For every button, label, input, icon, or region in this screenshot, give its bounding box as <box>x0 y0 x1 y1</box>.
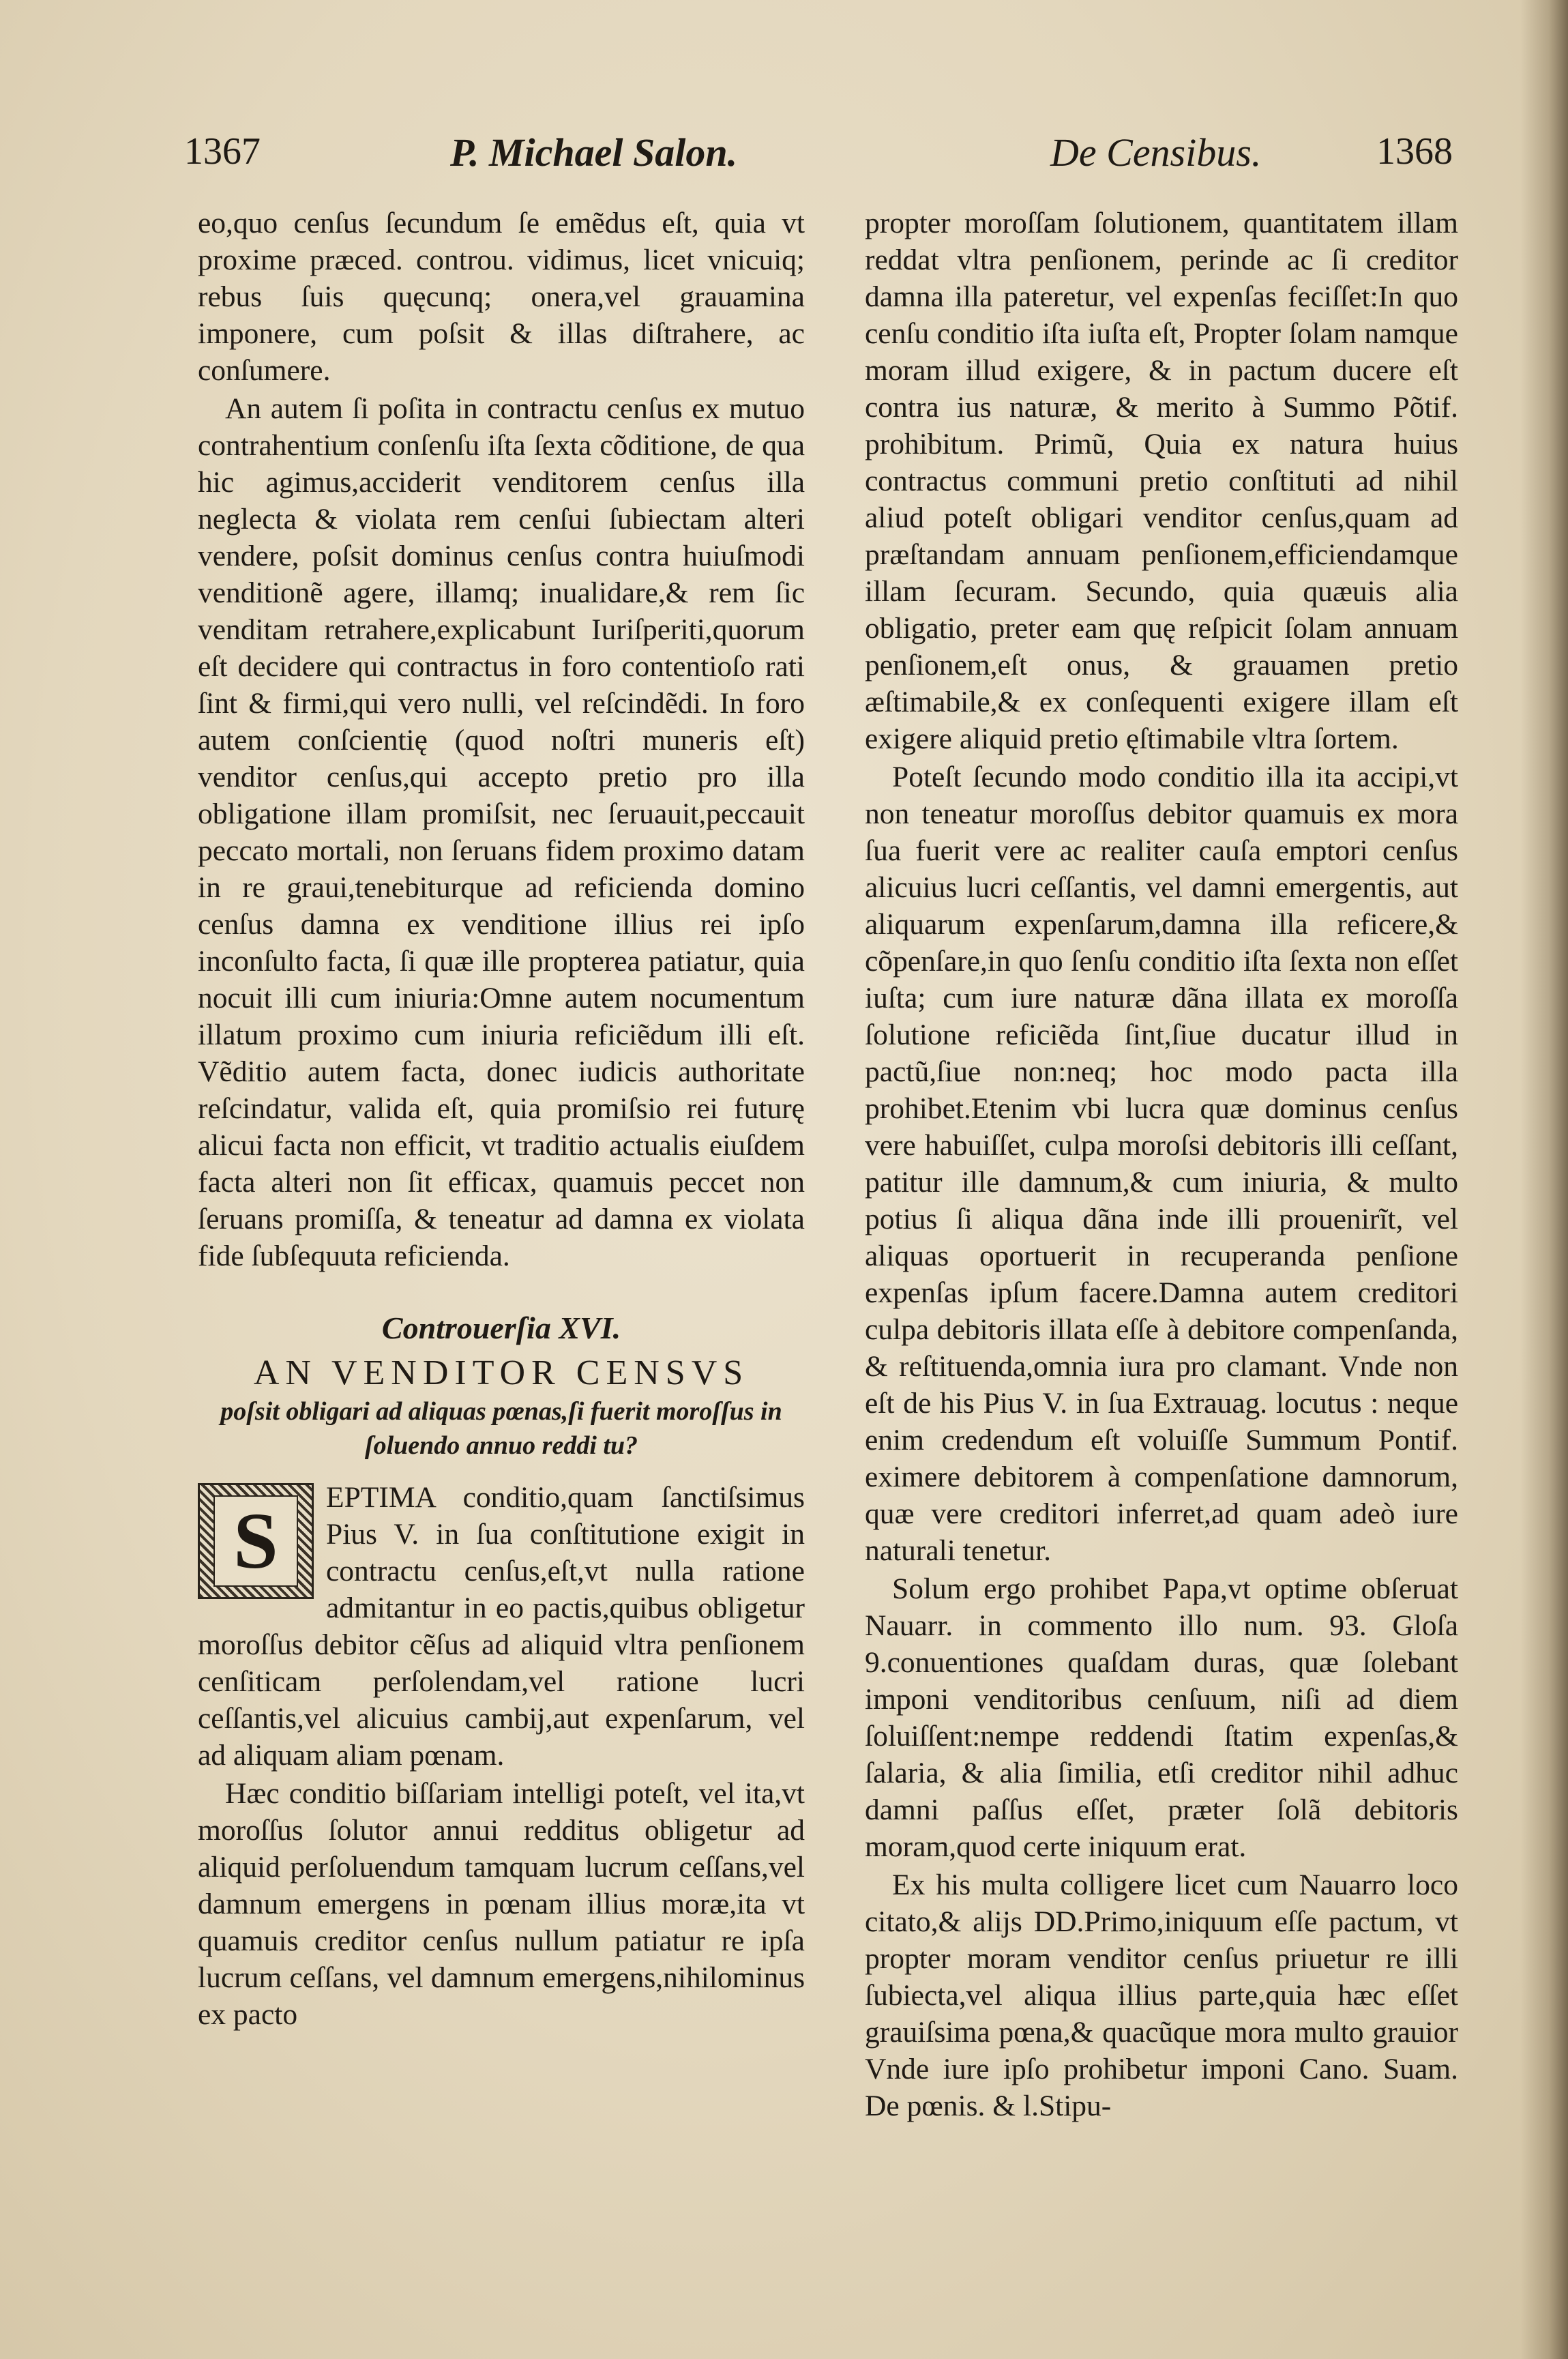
ornamental-drop-initial <box>198 1483 314 1599</box>
question-title: AN VENDITOR CENSVS <box>253 1353 750 1392</box>
gutter-shadow <box>1520 0 1568 2359</box>
left-page-number: 1367 <box>184 130 261 173</box>
right-paragraph-2: Poteſt ſecundo modo conditio illa ita accipi,vt non teneatur moroſſus debitor quamuis ex mora ſua fuerit vere ac realiter cauſa emptori cenſus alicuius lucri ceſſantis, vel damni emergentis, aut aliquarum expenſarum,damna illa reficere,& cõpenſare,in quo ſenſu conditio iſta ſexta non eſſet iuſta; cum iure naturæ dãna illata ex moroſſa ſolutione reficiẽda ſint,ſiue ducatur illud in pactũ,ſiue non:neq; hoc modo pacta illa prohibet.Etenim vbi lucra quæ dominus cenſus vere habuiſſet, culpa moroſsi debitoris illi ceſſant, patitur ille damnum,& cum iniuria, & multo potius ſi aliqua dãna inde illi prouenirĩt, vel aliquas oportuerit in recuperanda penſione expenſas ipſum facere.Damna autem creditori culpa debitoris illata eſſe à debitore compenſanda, & reſtituenda,omnia iura pro clamant. Vnde non eſt de his Pius V. in ſua Extrauag. locutus : neque enim credendum eſt voluiſſe Summum Pontif. eximere debitorem à compenſatione damnorum, quæ vere creditori inferret,ad quam adeò iure naturali tenetur. <box>865 761 1458 1567</box>
controversy-title: Controuerſia XVI. <box>381 1310 621 1345</box>
right-page-number: 1368 <box>1376 130 1453 173</box>
right-column <box>865 205 1458 2124</box>
running-header <box>184 130 1453 191</box>
question-subtitle: poſsit obligari ad aliquas pœnas,ſi fuerit moroſſus in ſoluendo annuo reddi tu? <box>220 1397 782 1460</box>
left-column <box>198 205 805 2033</box>
left-running-head: P. Michael Salon. <box>450 130 738 175</box>
left-paragraph-1: eo,quo cenſus ſecundum ſe emẽdus eſt, quia vt proxime præced. controu. vidimus, licet vnicuiq; rebus ſuis quęcunq; onera,vel grauamina imponere, cum poſsit & illas diſtrahere, ac conſumere. <box>198 207 805 387</box>
right-paragraph-3: Solum ergo prohibet Papa,vt optime obſeruat Nauarr. in commento illo num. 93. Gloſa 9.conuentiones quaſdam duras, quæ ſolebant imponi venditoribus cenſuum, niſi ad diem ſoluiſſent:nempe reddendi ſtatim expenſas,& ſalaria, & alia ſimilia, etſi creditor nihil adhuc damni paſſus eſſet, præter ſolã debitoris moram,quod certe iniquum erat. <box>865 1572 1458 1863</box>
right-paragraph-1: propter moroſſam ſolutionem, quantitatem illam reddat vltra penſionem, perinde ac ſi creditor damna illa pateretur, vel expenſas feciſſet:In quo cenſu conditio iſta iuſta eſt, Propter ſolam namque moram illud exigere, & in pactum ducere eſt contra ius naturæ, & merito à Summo Põtif. prohibitum. Primũ, Quia ex natura huius contractus communi pretio conſtituti ad nihil aliud poteſt obligari venditor cenſus,quam ad præſtandam annuam penſionem,efficiendamque illam ſecuram. Secundo, quia quæuis alia obligatio, preter eam quę reſpicit ſolam annuam penſionem,eſt onus, & grauamen pretio æſtimabile,& ex conſequenti exigere illam eſt exigere aliquid pretio ęſtimabile vltra ſortem. <box>865 207 1458 755</box>
left-paragraph-after-initial: EPTIMA conditio,quam ſanctiſsimus Pius V. in ſua conſtitutione exigit in contractu cenſus,eſt,vt nulla ratione admitantur in eo pactis,quibus obligetur moroſſus debitor cẽſus ad aliquid vltra penſionem cenſiticam perſolendam,vel ratione lucri ceſſantis,vel alicuius cambij,aut expenſarum, vel ad aliquam aliam pœnam. <box>198 1481 805 1772</box>
right-paragraph-4: Ex his multa colligere licet cum Nauarro loco citato,& alijs DD.Primo,iniquum eſſe pactum, vt propter moram venditor cenſus priuetur re illi ſubiecta,vel aliqua illius parte,quia hæc eſſet grauiſsima pœna,& quacũque mora multo grauior Vnde iure ipſo prohibetur imponi Cano. Suam. De pœnis. & l.Stipu- <box>865 1869 1458 2122</box>
left-paragraph-2: An autem ſi poſita in contractu cenſus ex mutuo contrahentium conſenſu iſta ſexta cõditione, de qua hic agimus,acciderit venditorem cenſus illa neglecta & violata rem cenſui ſubiectam alteri vendere, poſsit dominus cenſus contra huiuſmodi venditionẽ agere, illamq; inualidare,& rem ſic venditam retrahere,explicabunt Iuriſperiti,quorum eſt decidere qui contractus in foro contentioſo rati ſint & firmi,qui vero nulli, vel reſcindẽdi. In foro autem conſcientię (quod noſtri muneris eſt) venditor cenſus,qui accepto pretio pro illa obligatione illam promiſsit, nec ſeruauit,peccauit peccato mortali, non ſeruans fidem proximo datam in re graui,tenebiturque ad reficienda domino cenſus damna ex venditione illius rei ipſo inconſulto facta, ſi quæ ille propterea patiatur, quia nocuit illi cum iniuria:Omne autem nocumentum illatum proximo cum iniuria reficiẽdum illi eſt. Vẽditio autem facta, donec iudicis authoritate reſcindatur, valida eſt, quia promiſsio rei futurę alicui facta non efficit, vt traditio actualis eiuſdem facta alteri non ſit efficax, quamuis peccet non ſeruans promiſſa, & teneatur ad damna ex violata fide ſubſequuta reficienda. <box>198 392 805 1272</box>
right-running-head: De Censibus. <box>1050 130 1262 175</box>
drop-initial-letter: S <box>213 1495 298 1587</box>
left-paragraph-closing: Hæc conditio biſſariam intelligi poteſt, vel ita,vt moroſſus ſolutor annui redditus obligetur ad aliquid perſoluendum tamquam lucrum ceſſans,vel damnum emergens in pœnam illius moræ,ita vt quamuis creditor cenſus nullum patiatur re ipſa lucrum ceſſans, vel damnum emergens,nihilominus ex pacto <box>198 1777 805 2031</box>
